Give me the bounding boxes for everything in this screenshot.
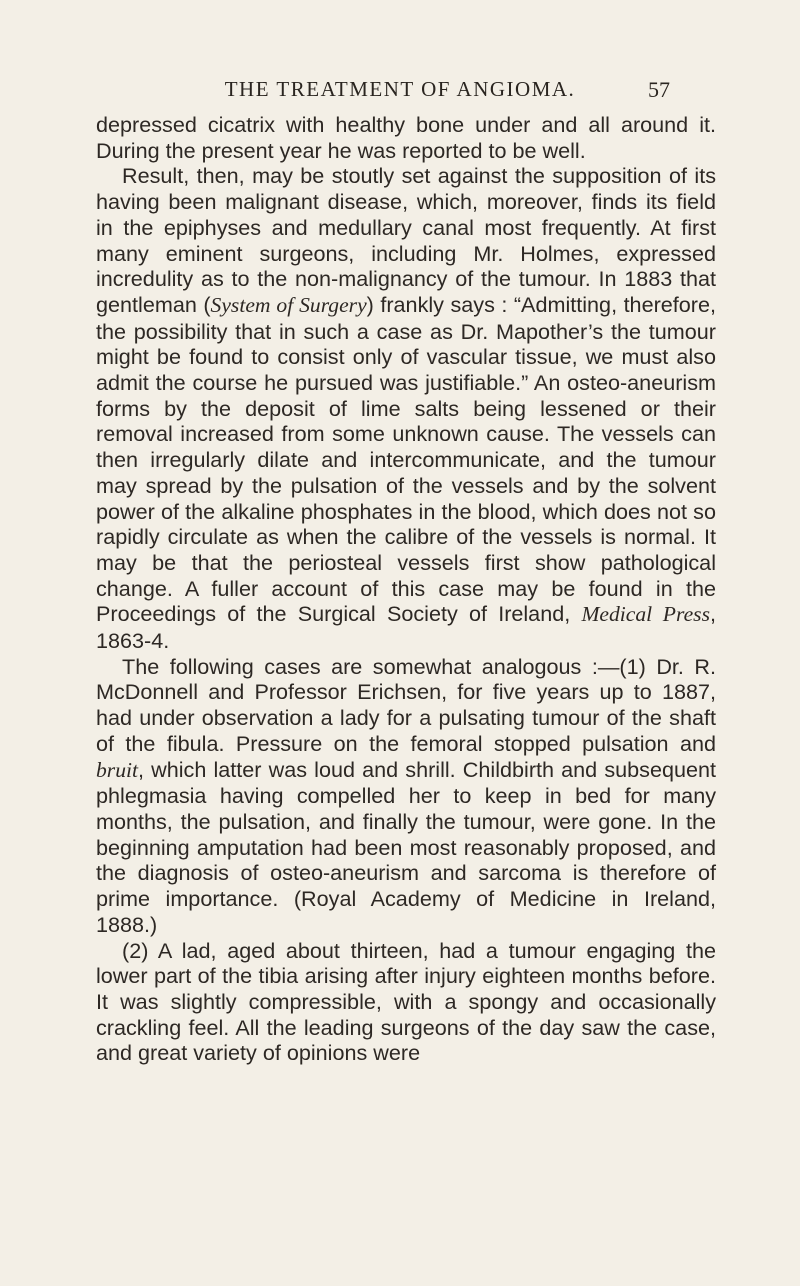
body-text [96, 112, 716, 1066]
running-head: THE TREATMENT OF ANGIOMA. [224, 77, 576, 101]
text-run: , 1863-4. [96, 601, 716, 654]
page-header [0, 73, 800, 107]
text-run: Result, then, may be stoutly set against the supposition of its having been malignant disease, which, moreover, finds its field in the epiphyses and medullary canal most frequently. At first many eminent surgeons, including Mr. Holmes, expressed incredulity as to the non-malignancy of the tumour. In 1883 that gentleman ( [96, 163, 716, 317]
text-run: The following cases are somewhat analogous :—(1) Dr. R. McDonnell and Professor Erichsen, for five years up to 1887, had under observation a lady for a pulsating tumour of the shaft of the fibula. Pressure on the femoral stopped pulsation and [96, 653, 716, 756]
text-run: , which latter was loud and shrill. Childbirth and subsequent phlegmasia having compelled her to keep in bed for many months, the pulsation, and finally the tumour, were gone. In the beginning amputation had been most reasonably proposed, and the diagnosis of osteo-aneurism and sarcoma is therefore of prime importance. (Royal Academy of Medicine in Ireland, 1888.) [96, 756, 716, 937]
paragraph [96, 112, 716, 163]
paragraph [96, 163, 716, 653]
paragraph [96, 654, 716, 938]
text-run: (2) A lad, aged about thirteen, had a tumour engaging the lower part of the tibia arising after injury eighteen months before. It was slightly compressible, with a spongy and occasionally crackling feel. All the leading surgeons of the day saw the case, and great variety of opinions were [96, 937, 716, 1066]
text-run: depressed cicatrix with healthy bone under and all around it. During the present year he was reported to be well. [96, 112, 716, 163]
italic-text: System of Surgery [210, 292, 367, 317]
italic-text: bruit [96, 757, 138, 782]
paragraph [96, 938, 716, 1067]
text-run: ) frankly says : “Admitting, therefore, the possibility that in such a case as Dr. Mapother’s the tumour might be found to consist only of vascular tissue, we must also admit the course he pursued was justifiable.” An osteo-aneurism forms by the deposit of lime salts being lessened or their removal increased from some unknown cause. The vessels can then irregularly dilate and intercommunicate, and the tumour may spread by the pulsation of the vessels and by the solvent power of the alkaline phosphates in the blood, which does not so rapidly circulate as when the calibre of the vessels is normal. It may be that the periosteal vessels first show pathological change. A fuller account of this case may be found in the Proceedings of the Surgical Society of Ireland, [96, 291, 716, 627]
italic-text: Medical Press [581, 602, 710, 627]
page-number: 57 [648, 77, 670, 102]
